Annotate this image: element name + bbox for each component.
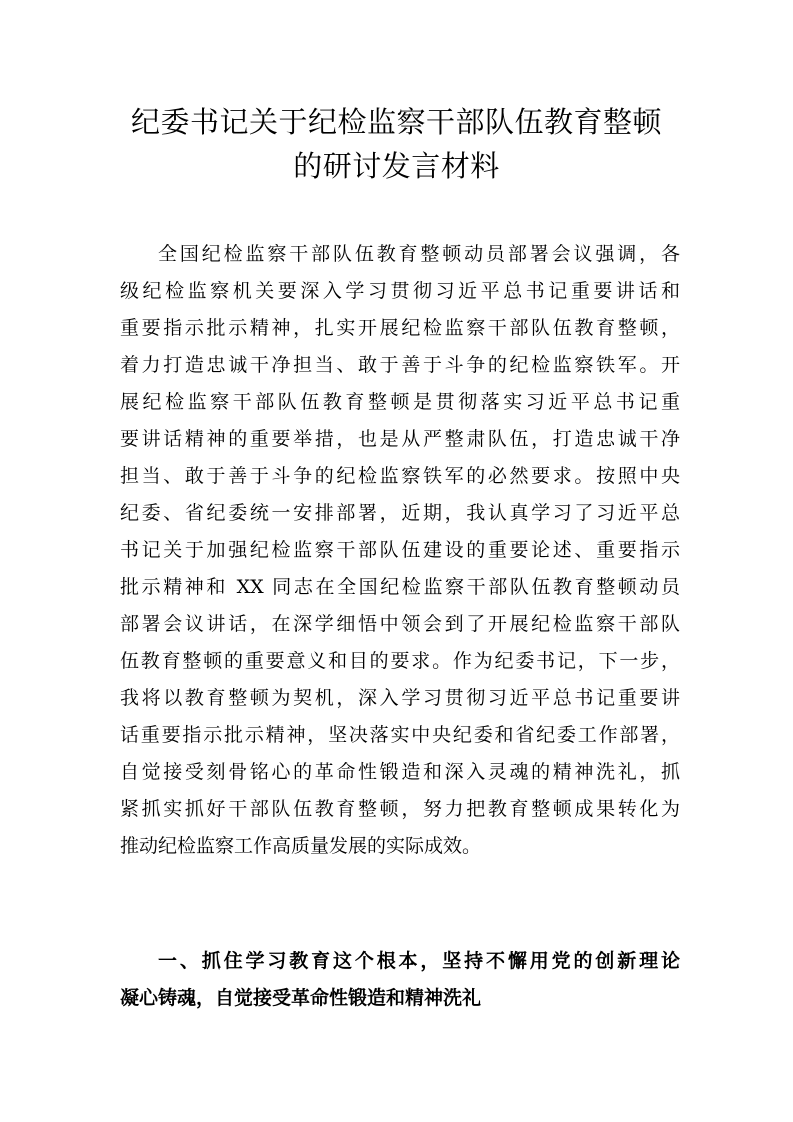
heading-line: 凝心铸魂，自觉接受革命性锻造和精神洗礼 <box>120 987 482 1009</box>
paragraph-line: 伍教育整顿的重要意义和目的要求。作为纪委书记，下一步， <box>120 650 680 672</box>
paragraph-line: 担当、敢于善于斗争的纪检监察铁军的必然要求。按照中央 <box>120 465 680 487</box>
paragraph-line: 重要指示批示精神，扎实开展纪检监察干部队伍教育整顿， <box>120 317 680 339</box>
paragraph-line: 级纪检监察机关要深入学习贯彻习近平总书记重要讲话和 <box>120 280 680 302</box>
paragraph-line: 展纪检监察干部队伍教育整顿是贯彻落实习近平总书记重 <box>120 391 680 413</box>
section-heading-1 <box>120 943 680 1017</box>
paragraph-line: 着力打造忠诚干净担当、敢于善于斗争的纪检监察铁军。开 <box>120 354 680 376</box>
paragraph-line: 自觉接受刻骨铭心的革命性锻造和深入灵魂的精神洗礼，抓 <box>120 761 680 783</box>
paragraph-line: 纪委、省纪委统一安排部署，近期，我认真学习了习近平总 <box>120 502 680 524</box>
paragraph-line: 批示精神和 XX 同志在全国纪检监察干部队伍教育整顿动员 <box>120 576 680 598</box>
paragraph-1 <box>120 236 680 865</box>
paragraph-line: 我将以教育整顿为契机，深入学习贯彻习近平总书记重要讲 <box>120 687 680 709</box>
paragraph-line: 推动纪检监察工作高质量发展的实际成效。 <box>120 835 482 857</box>
paragraph-line: 全国纪检监察干部队伍教育整顿动员部署会议强调，各 <box>158 243 680 265</box>
document-title-line-1: 纪委书记关于纪检监察干部队伍教育整顿 <box>130 105 662 139</box>
heading-line: 一、抓住学习教育这个根本，坚持不懈用党的创新理论 <box>158 950 680 972</box>
paragraph-line: 部署会议讲话，在深学细悟中领会到了开展纪检监察干部队 <box>120 613 680 635</box>
document-title-line-2: 的研讨发言材料 <box>293 149 500 183</box>
paragraph-line: 话重要指示批示精神，坚决落实中央纪委和省纪委工作部署， <box>120 724 680 746</box>
paragraph-line: 紧抓实抓好干部队伍教育整顿，努力把教育整顿成果转化为 <box>120 798 680 820</box>
paragraph-line: 书记关于加强纪检监察干部队伍建设的重要论述、重要指示 <box>120 539 680 561</box>
paragraph-line: 要讲话精神的重要举措，也是从严整肃队伍，打造忠诚干净 <box>120 428 680 450</box>
